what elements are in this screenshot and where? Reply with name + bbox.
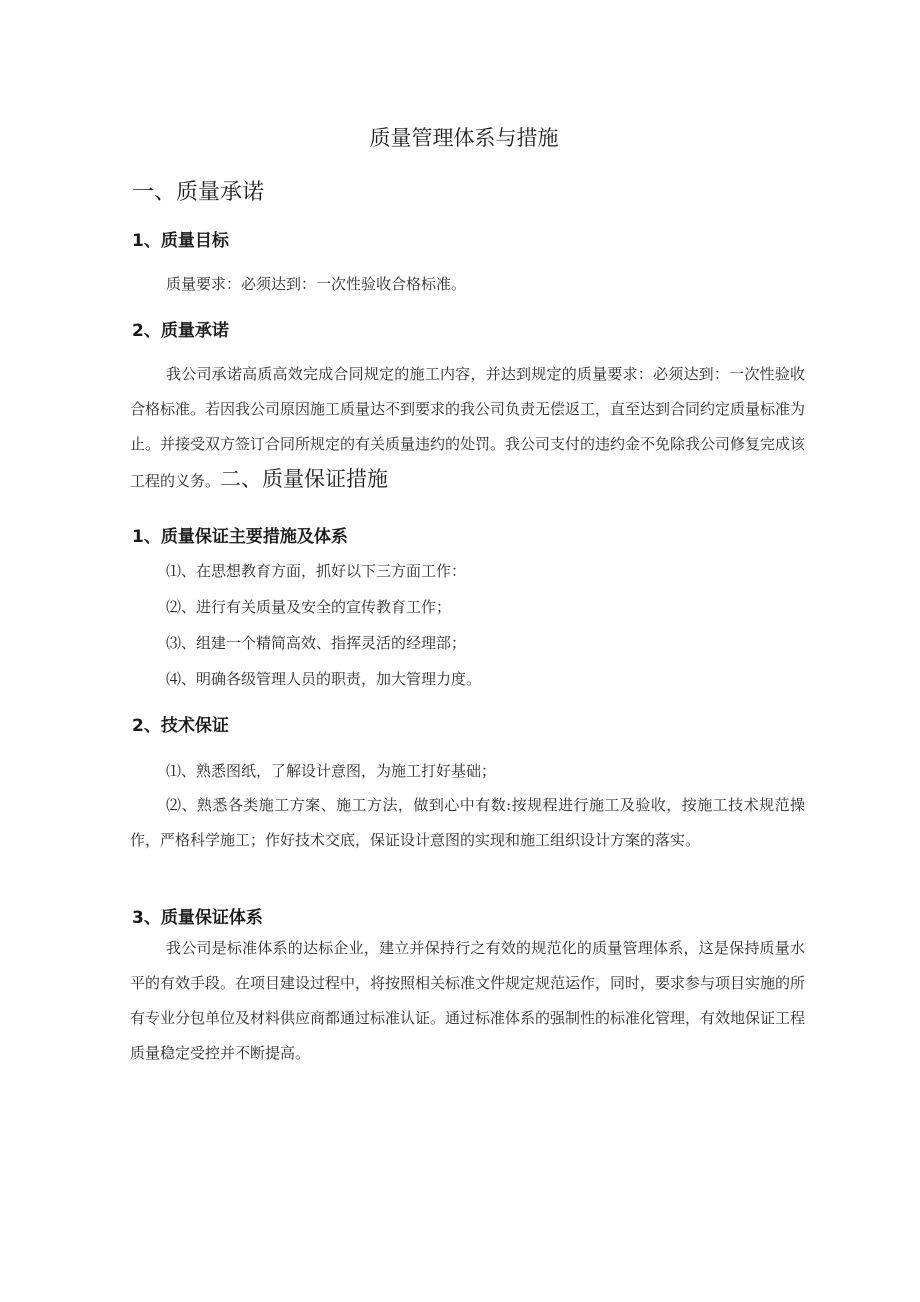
document-title: 质量管理体系与措施 [369, 126, 559, 150]
tech-item-2: ⑵、熟悉各类施工方案、施工方法，做到心中有数:按规程进行施工及验收，按施工技术规范操作，严格科学施工；作好技术交底，保证设计意图的实现和施工组织设计方案的落实。 [130, 796, 805, 849]
section-2-2-heading: 2、技术保证 [132, 716, 229, 736]
section-2-heading: 二、质量保证措施 [220, 467, 389, 491]
quality-system-paragraph: 我公司是标准体系的达标企业，建立并保持行之有效的规范化的质量管理体系，这是保持质量水平的有效手段。在项目建设过程中，将按照相关标准文件规定规范运作，同时，要求参与项目实施的所有专业分包单位及材料供应商都通过标准认证。通过标准体系的强制性的标准化管理，有效地保证工程质量稳定受控并不断提高。 [130, 939, 806, 1062]
section-1-1-heading: 1、质量目标 [132, 231, 229, 251]
measure-item-3: ⑶、组建一个精简高效、指挥灵活的经理部； [166, 634, 467, 652]
quality-commitment-paragraph [130, 357, 805, 499]
tech-item-1: ⑴、熟悉图纸，了解设计意图，为施工打好基础； [166, 762, 497, 780]
quality-requirement-text: 质量要求：必须达到：一次性验收合格标准。 [166, 275, 467, 293]
section-1-heading: 一、质量承诺 [132, 180, 265, 205]
measure-item-1: ⑴、在思想教育方面，抓好以下三方面工作： [166, 562, 467, 580]
measure-item-2: ⑵、进行有关质量及安全的宣传教育工作； [166, 598, 452, 616]
section-1-2-heading: 2、质量承诺 [132, 321, 229, 341]
quality-commitment-text: 我公司承诺高质高效完成合同规定的施工内容，并达到规定的质量要求：必须达到：一次性验收合格标准。若因我公司原因施工质量达不到要求的我公司负责无偿返工，直至达到合同约定质量标准为止。并接受双方签订合同所规定的有关质量违约的处罚。我公司支付的违约金不免除我公司修复完成该工程的义务。 [130, 365, 806, 490]
section-2-1-heading: 1、质量保证主要措施及体系 [132, 527, 348, 547]
measure-item-4: ⑷、明确各级管理人员的职责，加大管理力度。 [166, 670, 482, 688]
section-2-3-heading: 3、质量保证体系 [132, 908, 263, 928]
